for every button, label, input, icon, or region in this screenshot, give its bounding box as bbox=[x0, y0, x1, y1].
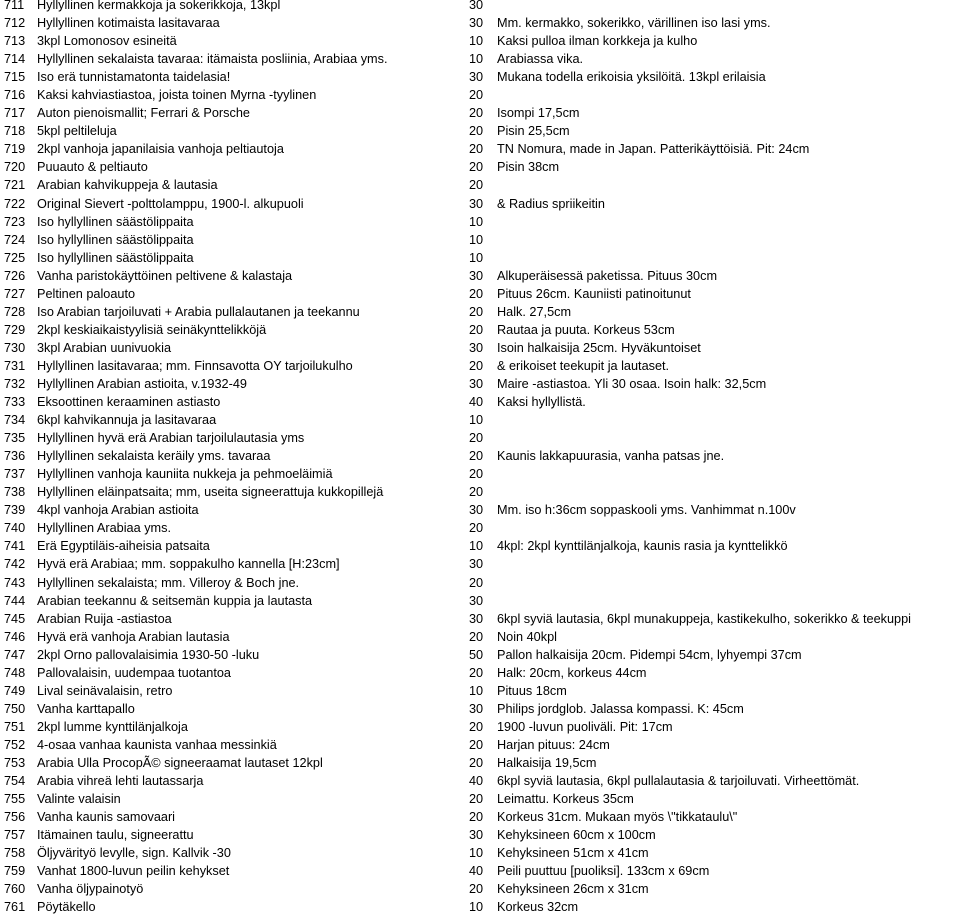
item-description: Vanha karttapallo bbox=[37, 701, 135, 716]
list-item bbox=[0, 646, 960, 664]
item-number: 742 bbox=[4, 557, 26, 572]
item-price: 30 bbox=[469, 557, 484, 572]
item-description: Hyllyllinen sekalaista; mm. Villeroy & Boch jne. bbox=[37, 575, 300, 590]
list-item bbox=[0, 285, 960, 303]
item-price: 20 bbox=[469, 810, 484, 825]
item-price: 20 bbox=[469, 719, 484, 734]
item-note: Mm. kermakko, sokerikko, värillinen iso lasi yms. bbox=[497, 16, 771, 31]
item-price: 20 bbox=[469, 575, 484, 590]
item-description: Öljyvärityö levylle, sign. Kallvik -30 bbox=[37, 846, 231, 861]
item-price: 20 bbox=[469, 792, 484, 807]
item-note: & Radius spriikeitin bbox=[497, 196, 605, 211]
item-price: 20 bbox=[469, 124, 484, 139]
list-item bbox=[0, 104, 960, 122]
item-description: Iso erä tunnistamatonta taidelasia! bbox=[37, 70, 231, 85]
item-price: 10 bbox=[469, 539, 484, 554]
item-price: 30 bbox=[469, 611, 484, 626]
list-item bbox=[0, 411, 960, 429]
list-item bbox=[0, 357, 960, 375]
list-item bbox=[0, 32, 960, 50]
item-price: 10 bbox=[469, 250, 484, 265]
item-note: Peili puuttuu [puoliksi]. 133cm x 69cm bbox=[497, 864, 710, 879]
item-description: Puuauto & peltiauto bbox=[37, 160, 148, 175]
item-description: Itämainen taulu, signeerattu bbox=[37, 828, 194, 843]
item-description: Arabian Ruija -astiastoa bbox=[37, 611, 172, 626]
item-price: 30 bbox=[469, 376, 484, 391]
item-description: Eksoottinen keraaminen astiasto bbox=[37, 395, 221, 410]
item-note: Leimattu. Korkeus 35cm bbox=[497, 792, 634, 807]
item-note: Pisin 25,5cm bbox=[497, 124, 570, 139]
item-number: 714 bbox=[4, 52, 26, 67]
item-description: Vanha paristokäyttöinen peltivene & kalastaja bbox=[37, 268, 293, 283]
item-price: 20 bbox=[469, 882, 484, 897]
item-number: 716 bbox=[4, 88, 26, 103]
item-note: Halk. 27,5cm bbox=[497, 304, 572, 319]
item-number: 729 bbox=[4, 322, 26, 337]
list-item bbox=[0, 158, 960, 176]
item-number: 755 bbox=[4, 792, 26, 807]
item-price: 30 bbox=[469, 70, 484, 85]
list-item bbox=[0, 826, 960, 844]
item-note: Kaksi pulloa ilman korkkeja ja kulho bbox=[497, 34, 698, 49]
item-description: Hyllyllinen kermakkoja ja sokerikkoja, 13kpl bbox=[37, 0, 281, 12]
list-item bbox=[0, 610, 960, 628]
item-description: 2kpl Orno pallovalaisimia 1930-50 -luku bbox=[37, 647, 260, 662]
item-price: 20 bbox=[469, 304, 484, 319]
item-price: 30 bbox=[469, 593, 484, 608]
item-note: Isoin halkaisija 25cm. Hyväkuntoiset bbox=[497, 340, 701, 355]
item-price: 20 bbox=[469, 160, 484, 175]
list-item bbox=[0, 0, 960, 14]
list-item bbox=[0, 736, 960, 754]
item-description: Vanhat 1800-luvun peilin kehykset bbox=[37, 864, 230, 879]
item-description: 2kpl lumme kynttilänjalkoja bbox=[37, 719, 188, 734]
item-note: TN Nomura, made in Japan. Patterikäyttöisiä. Pit: 24cm bbox=[497, 142, 810, 157]
item-note: & erikoiset teekupit ja lautaset. bbox=[497, 358, 670, 373]
item-description: Hyllyllinen Arabian astioita, v.1932-49 bbox=[37, 376, 247, 391]
item-price: 20 bbox=[469, 88, 484, 103]
item-number: 750 bbox=[4, 701, 26, 716]
list-item bbox=[0, 195, 960, 213]
item-note: Kehyksineen 51cm x 41cm bbox=[497, 846, 649, 861]
item-number: 748 bbox=[4, 665, 26, 680]
list-item bbox=[0, 555, 960, 573]
item-note: 6kpl syviä lautasia, 6kpl pullalautasia & tarjoiluvati. Virheettömät. bbox=[497, 774, 860, 789]
item-price: 20 bbox=[469, 521, 484, 536]
item-price: 30 bbox=[469, 268, 484, 283]
item-note: Maire -astiastoa. Yli 30 osaa. Isoin halk: 32,5cm bbox=[497, 376, 767, 391]
item-price: 30 bbox=[469, 828, 484, 843]
item-note: Harjan pituus: 24cm bbox=[497, 737, 610, 752]
item-note: Mm. iso h:36cm soppaskooli yms. Vanhimmat n.100v bbox=[497, 503, 796, 518]
item-number: 741 bbox=[4, 539, 26, 554]
list-item bbox=[0, 375, 960, 393]
item-number: 711 bbox=[4, 0, 25, 12]
item-price: 10 bbox=[469, 232, 484, 247]
item-price: 30 bbox=[469, 340, 484, 355]
list-item bbox=[0, 808, 960, 826]
item-number: 720 bbox=[4, 160, 26, 175]
item-number: 721 bbox=[4, 178, 26, 193]
item-price: 20 bbox=[469, 358, 484, 373]
item-number: 719 bbox=[4, 142, 26, 157]
item-note: Philips jordglob. Jalassa kompassi. K: 45cm bbox=[497, 701, 744, 716]
item-note: 4kpl: 2kpl kynttilänjalkoja, kaunis rasia ja kynttelikkö bbox=[497, 539, 788, 554]
item-number: 753 bbox=[4, 755, 26, 770]
item-description: Hyllyllinen sekalaista keräily yms. tavaraa bbox=[37, 449, 271, 464]
item-description: Hyllyllinen vanhoja kauniita nukkeja ja pehmoeläimiä bbox=[37, 467, 333, 482]
item-description: Auton pienoismallit; Ferrari & Porsche bbox=[37, 106, 250, 121]
item-note: Arabiassa vika. bbox=[497, 52, 584, 67]
item-description: Arabia vihreä lehti lautassarja bbox=[37, 774, 204, 789]
item-number: 757 bbox=[4, 828, 26, 843]
list-item bbox=[0, 772, 960, 790]
item-description: Hyllyllinen Arabiaa yms. bbox=[37, 521, 171, 536]
item-number: 715 bbox=[4, 70, 26, 85]
list-item bbox=[0, 862, 960, 880]
item-number: 746 bbox=[4, 629, 26, 644]
list-item bbox=[0, 393, 960, 411]
item-price: 20 bbox=[469, 431, 484, 446]
list-item bbox=[0, 14, 960, 32]
list-item bbox=[0, 592, 960, 610]
list-item bbox=[0, 628, 960, 646]
item-price: 10 bbox=[469, 34, 484, 49]
list-item bbox=[0, 682, 960, 700]
item-note: Halk: 20cm, korkeus 44cm bbox=[497, 665, 647, 680]
item-description: Erä Egyptiläis-aiheisia patsaita bbox=[37, 539, 210, 554]
item-number: 747 bbox=[4, 647, 26, 662]
item-number: 743 bbox=[4, 575, 26, 590]
item-note: Kaunis lakkapuurasia, vanha patsas jne. bbox=[497, 449, 725, 464]
item-description: Pallovalaisin, uudempaa tuotantoa bbox=[37, 665, 231, 680]
item-description: Kaksi kahviastiastoa, joista toinen Myrna -tyylinen bbox=[37, 88, 317, 103]
item-note: Rautaa ja puuta. Korkeus 53cm bbox=[497, 322, 675, 337]
item-description: Pöytäkello bbox=[37, 900, 96, 915]
item-price: 30 bbox=[469, 503, 484, 518]
list-item bbox=[0, 176, 960, 194]
item-note: Noin 40kpl bbox=[497, 629, 557, 644]
item-price: 10 bbox=[469, 900, 484, 915]
item-number: 727 bbox=[4, 286, 26, 301]
list-item bbox=[0, 754, 960, 772]
item-number: 728 bbox=[4, 304, 26, 319]
list-item bbox=[0, 718, 960, 736]
item-number: 754 bbox=[4, 774, 26, 789]
list-item bbox=[0, 50, 960, 68]
item-number: 733 bbox=[4, 395, 26, 410]
item-description: 4-osaa vanhaa kaunista vanhaa messinkiä bbox=[37, 737, 277, 752]
item-price: 20 bbox=[469, 629, 484, 644]
list-item bbox=[0, 519, 960, 537]
item-description: Vanha kaunis samovaari bbox=[37, 810, 175, 825]
item-note: Mukana todella erikoisia yksilöitä. 13kpl erilaisia bbox=[497, 70, 766, 85]
item-price: 20 bbox=[469, 449, 484, 464]
item-number: 760 bbox=[4, 882, 26, 897]
item-note: Korkeus 31cm. Mukaan myös \"tikkataulu\" bbox=[497, 810, 738, 825]
item-price: 10 bbox=[469, 413, 484, 428]
item-number: 735 bbox=[4, 431, 26, 446]
item-description: Iso hyllyllinen säästölippaita bbox=[37, 214, 194, 229]
item-price: 30 bbox=[469, 701, 484, 716]
list-item bbox=[0, 465, 960, 483]
item-description: Hyvä erä Arabiaa; mm. soppakulho kannella [H:23cm] bbox=[37, 557, 340, 572]
item-description: Hyllyllinen hyvä erä Arabian tarjoilulautasia yms bbox=[37, 431, 305, 446]
item-number: 724 bbox=[4, 232, 26, 247]
item-note: Isompi 17,5cm bbox=[497, 106, 580, 121]
item-note: Alkuperäisessä paketissa. Pituus 30cm bbox=[497, 268, 718, 283]
item-note: Korkeus 32cm bbox=[497, 900, 579, 915]
list-item bbox=[0, 249, 960, 267]
item-number: 739 bbox=[4, 503, 26, 518]
item-number: 722 bbox=[4, 196, 26, 211]
item-price: 40 bbox=[469, 395, 484, 410]
item-price: 50 bbox=[469, 647, 484, 662]
item-number: 749 bbox=[4, 683, 26, 698]
item-number: 718 bbox=[4, 124, 26, 139]
item-price: 20 bbox=[469, 467, 484, 482]
item-description: 6kpl kahvikannuja ja lasitavaraa bbox=[37, 413, 217, 428]
item-number: 751 bbox=[4, 719, 26, 734]
item-number: 761 bbox=[4, 900, 26, 915]
item-description: Arabian teekannu & seitsemän kuppia ja lautasta bbox=[37, 593, 313, 608]
item-number: 744 bbox=[4, 593, 26, 608]
list-item bbox=[0, 447, 960, 465]
item-note: Kehyksineen 60cm x 100cm bbox=[497, 828, 656, 843]
item-description: Iso hyllyllinen säästölippaita bbox=[37, 232, 194, 247]
item-price: 10 bbox=[469, 683, 484, 698]
item-description: Hyvä erä vanhoja Arabian lautasia bbox=[37, 629, 230, 644]
list-item bbox=[0, 140, 960, 158]
list-item bbox=[0, 501, 960, 519]
item-description: Hyllyllinen lasitavaraa; mm. Finnsavotta OY tarjoilukulho bbox=[37, 358, 353, 373]
item-price: 20 bbox=[469, 178, 484, 193]
item-description: Hyllyllinen sekalaista tavaraa: itämaista posliinia, Arabiaa yms. bbox=[37, 52, 388, 67]
item-price: 20 bbox=[469, 755, 484, 770]
item-note: Halkaisija 19,5cm bbox=[497, 755, 597, 770]
item-description: 3kpl Lomonosov esineitä bbox=[37, 34, 177, 49]
item-description: Iso Arabian tarjoiluvati + Arabia pullalautanen ja teekannu bbox=[37, 304, 360, 319]
item-number: 756 bbox=[4, 810, 26, 825]
list-item bbox=[0, 321, 960, 339]
list-item bbox=[0, 483, 960, 501]
item-number: 713 bbox=[4, 34, 26, 49]
item-description: 2kpl vanhoja japanilaisia vanhoja peltiautoja bbox=[37, 142, 284, 157]
item-number: 759 bbox=[4, 864, 26, 879]
item-number: 725 bbox=[4, 250, 26, 265]
item-description: Arabia Ulla ProcopÃ© signeeraamat lautaset 12kpl bbox=[37, 755, 323, 770]
item-description: Hyllyllinen kotimaista lasitavaraa bbox=[37, 16, 220, 31]
list-item bbox=[0, 880, 960, 898]
item-number: 736 bbox=[4, 449, 26, 464]
item-number: 752 bbox=[4, 737, 26, 752]
item-description: Lival seinävalaisin, retro bbox=[37, 683, 173, 698]
item-price: 20 bbox=[469, 142, 484, 157]
list-item bbox=[0, 231, 960, 249]
item-number: 734 bbox=[4, 413, 26, 428]
list-item bbox=[0, 267, 960, 285]
item-price: 40 bbox=[469, 864, 484, 879]
item-note: Pallon halkaisija 20cm. Pidempi 54cm, lyhyempi 37cm bbox=[497, 647, 802, 662]
item-number: 717 bbox=[4, 106, 26, 121]
item-description: Valinte valaisin bbox=[37, 792, 121, 807]
list-item bbox=[0, 898, 960, 916]
list-item bbox=[0, 213, 960, 231]
item-note: 1900 -luvun puoliväli. Pit: 17cm bbox=[497, 719, 673, 734]
item-price: 30 bbox=[469, 0, 484, 12]
item-note: Pisin 38cm bbox=[497, 160, 560, 175]
item-price: 40 bbox=[469, 774, 484, 789]
item-number: 712 bbox=[4, 16, 26, 31]
item-description: Original Sievert -polttolamppu, 1900-l. alkupuoli bbox=[37, 196, 304, 211]
item-number: 738 bbox=[4, 485, 26, 500]
item-note: 6kpl syviä lautasia, 6kpl munakuppeja, kastikekulho, sokerikko & teekuppi bbox=[497, 611, 911, 626]
item-description: 2kpl keskiaikaistyylisiä seinäkynttelikköjä bbox=[37, 322, 267, 337]
item-price: 20 bbox=[469, 106, 484, 121]
item-price: 20 bbox=[469, 286, 484, 301]
item-description: Peltinen paloauto bbox=[37, 286, 136, 301]
item-number: 730 bbox=[4, 340, 26, 355]
list-item bbox=[0, 700, 960, 718]
item-description: 3kpl Arabian uunivuokia bbox=[37, 340, 172, 355]
item-note: Pituus 18cm bbox=[497, 683, 567, 698]
item-number: 731 bbox=[4, 358, 26, 373]
item-number: 732 bbox=[4, 376, 26, 391]
list-item bbox=[0, 122, 960, 140]
list-item bbox=[0, 339, 960, 357]
item-price: 20 bbox=[469, 737, 484, 752]
item-price: 10 bbox=[469, 846, 484, 861]
item-description: Hyllyllinen eläinpatsaita; mm, useita signeerattuja kukkopillejä bbox=[37, 485, 384, 500]
list-item bbox=[0, 844, 960, 862]
list-item bbox=[0, 68, 960, 86]
item-price: 20 bbox=[469, 665, 484, 680]
item-number: 726 bbox=[4, 268, 26, 283]
item-note: Kehyksineen 26cm x 31cm bbox=[497, 882, 649, 897]
item-description: 4kpl vanhoja Arabian astioita bbox=[37, 503, 199, 518]
item-price: 10 bbox=[469, 214, 484, 229]
list-item bbox=[0, 574, 960, 592]
list-item bbox=[0, 537, 960, 555]
item-note: Kaksi hyllyllistä. bbox=[497, 395, 586, 410]
item-description: Arabian kahvikuppeja & lautasia bbox=[37, 178, 218, 193]
item-price: 10 bbox=[469, 52, 484, 67]
item-number: 723 bbox=[4, 214, 26, 229]
item-description: Iso hyllyllinen säästölippaita bbox=[37, 250, 194, 265]
list-item bbox=[0, 86, 960, 104]
item-number: 737 bbox=[4, 467, 26, 482]
item-price: 20 bbox=[469, 322, 484, 337]
item-number: 740 bbox=[4, 521, 26, 536]
item-price: 30 bbox=[469, 16, 484, 31]
item-description: 5kpl peltileluja bbox=[37, 124, 117, 139]
list-item bbox=[0, 790, 960, 808]
item-price: 20 bbox=[469, 485, 484, 500]
list-item bbox=[0, 664, 960, 682]
item-number: 745 bbox=[4, 611, 26, 626]
list-item bbox=[0, 303, 960, 321]
list-item bbox=[0, 429, 960, 447]
item-note: Pituus 26cm. Kauniisti patinoitunut bbox=[497, 286, 691, 301]
item-price: 30 bbox=[469, 196, 484, 211]
item-description: Vanha öljypainotyö bbox=[37, 882, 144, 897]
item-number: 758 bbox=[4, 846, 26, 861]
